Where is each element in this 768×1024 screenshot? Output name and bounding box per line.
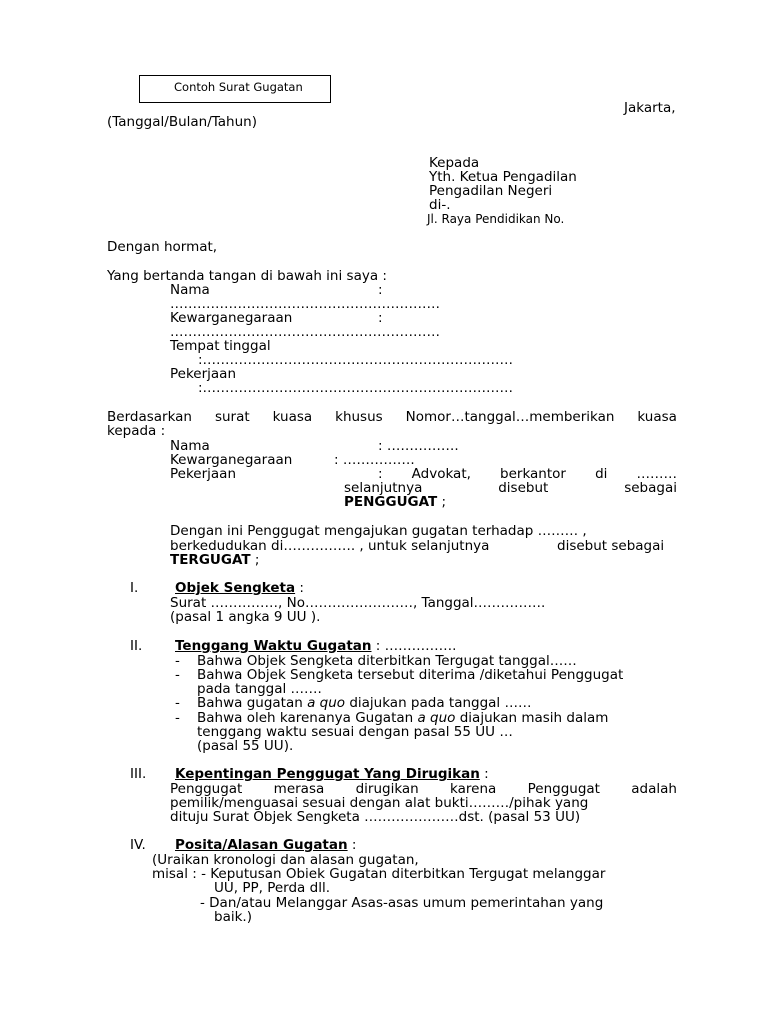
section-4-line2: misal : - Keputusan Obiek Gugatan diterbitkan Tergugat melanggar — [152, 866, 606, 882]
word: khusus — [335, 409, 383, 425]
section-4-number: IV. — [130, 837, 146, 853]
word: disebut — [498, 480, 549, 496]
section-3-colon: : — [479, 766, 489, 782]
plaintiff-kw-dots: …………………………………………………… — [170, 324, 440, 340]
tergugat-tail: ; — [250, 552, 260, 568]
penggugat-tail: ; — [437, 494, 447, 510]
section-4-line5: baik.) — [214, 909, 252, 925]
word: karena — [450, 781, 497, 797]
section-2-heading — [175, 639, 456, 654]
kuasa-nama-value: : ……………. — [378, 438, 459, 454]
plaintiff-tt-dots: :…………………………………………………………… — [198, 352, 514, 368]
plaintiff-nama-label: Nama — [170, 282, 210, 298]
section-3-line3: dituju Surat Objek Sengketa …………………dst. (pasal 53 UU) — [170, 809, 581, 825]
word: Penggugat — [527, 781, 600, 797]
plaintiff-tt-label: Tempat tinggal — [170, 338, 271, 354]
plaintiff-pk-label: Pekerjaan — [170, 366, 237, 382]
recipient-di: di-. — [429, 197, 451, 213]
gugatan-line2b: disebut sebagai — [557, 538, 665, 554]
title-box — [139, 75, 331, 103]
word: adalah — [631, 781, 677, 797]
section-2-item1: Bahwa Objek Sengketa diterbitkan Tergugat tanggal…… — [197, 653, 577, 669]
kuasa-line2: kepada : — [107, 423, 166, 439]
greeting: Dengan hormat, — [107, 239, 218, 255]
title-box-label: Contoh Surat Gugatan — [174, 80, 303, 94]
word: ……… — [636, 466, 677, 482]
plaintiff-nama-dots: …………………………………………………… — [170, 296, 440, 312]
word: surat — [214, 409, 250, 425]
text: diajukan pada tanggal …… — [345, 695, 532, 711]
word: Nomor…tanggal…memberikan — [405, 409, 615, 425]
section-3-line2: pemilik/menguasai sesuai dengan alat bukti………/pihak yang — [170, 795, 589, 811]
section-4-title: Posita/Alasan Gugatan — [175, 837, 348, 853]
section-4-line3: UU, PP, Perda dll. — [214, 880, 330, 896]
section-1-number: I. — [130, 580, 139, 596]
word: : — [378, 466, 383, 482]
word: kuasa — [272, 409, 313, 425]
section-1-line1: Surat ……………, No……………………, Tanggal……………. — [170, 595, 546, 611]
section-4-line4: - Dan/atau Melanggar Asas-asas umum pemerintahan yang — [200, 895, 604, 911]
section-2-number: II. — [130, 638, 143, 654]
kuasa-line1 — [107, 410, 677, 425]
word: dirugikan — [355, 781, 419, 797]
word: di — [595, 466, 608, 482]
word: Penggugat — [170, 781, 243, 797]
gugatan-line2a: berkedudukan di……………. , untuk selanjutnya — [170, 538, 490, 554]
section-2-item2a: Bahwa Objek Sengketa tersebut diterima /diketahui Penggugat — [197, 667, 624, 683]
penggugat-term: PENGGUGAT — [344, 494, 438, 510]
section-2-item4-dash: - — [175, 710, 180, 726]
a-quo-term: a quo — [307, 695, 346, 711]
recipient-address: Jl. Raya Pendidikan No. — [427, 212, 565, 226]
kuasa-kw-value: : ……………. — [334, 452, 415, 468]
section-3-heading — [175, 767, 489, 782]
section-1-colon: : — [295, 580, 304, 596]
text: Bahwa gugatan — [197, 695, 308, 711]
recipient-court: Pengadilan Negeri — [429, 183, 553, 199]
word: berkantor — [500, 466, 566, 482]
intro-line: Yang bertanda tangan di bawah ini saya : — [107, 268, 387, 284]
section-2-title: Tenggang Waktu Gugatan — [175, 638, 372, 654]
word: selanjutnya — [344, 480, 423, 496]
gugatan-line1: Dengan ini Penggugat mengajukan gugatan terhadap ……… , — [170, 523, 587, 539]
kuasa-penggugat-line — [344, 495, 446, 510]
word: merasa — [273, 781, 325, 797]
a-quo-term: a quo — [417, 710, 456, 726]
section-1-heading — [175, 581, 304, 596]
kuasa-pk-label: Pekerjaan — [170, 466, 237, 482]
word: sebagai — [624, 480, 677, 496]
tergugat-term: TERGUGAT — [170, 552, 251, 568]
date-placeholder: (Tanggal/Bulan/Tahun) — [107, 114, 257, 130]
section-3-title: Kepentingan Penggugat Yang Dirugikan — [175, 766, 480, 782]
recipient-kepada: Kepada — [429, 155, 480, 171]
section-2-item4d: (pasal 55 UU). — [197, 738, 294, 754]
section-4-line1: (Uraikan kronologi dan alasan gugatan, — [152, 852, 419, 868]
word: kuasa — [637, 409, 677, 425]
section-2-item3 — [197, 696, 531, 711]
section-2-item2-dash: - — [175, 667, 180, 683]
section-2-item1-dash: - — [175, 653, 180, 669]
plaintiff-nama-colon: : — [378, 282, 383, 298]
recipient-yth: Yth. Ketua Pengadilan — [429, 169, 577, 185]
section-3-number: III. — [130, 766, 147, 782]
text: Bahwa oleh karenanya Gugatan — [197, 710, 418, 726]
section-4-colon: : — [347, 837, 357, 853]
kuasa-nama-label: Nama — [170, 438, 210, 454]
word: Advokat, — [411, 466, 471, 482]
section-1-title: Objek Sengketa — [175, 580, 296, 596]
word: Berdasarkan — [107, 409, 192, 425]
section-4-heading — [175, 838, 356, 853]
section-1-line2: (pasal 1 angka 9 UU ). — [170, 609, 321, 625]
plaintiff-pk-dots: :…………………………………………………………… — [198, 380, 514, 396]
section-2-item2b: pada tanggal ……. — [197, 681, 322, 697]
plaintiff-kw-colon: : — [378, 310, 383, 326]
city-label: Jakarta, — [624, 100, 676, 116]
section-2-colon: : ……………. — [371, 638, 457, 654]
text: diajukan masih dalam — [455, 710, 609, 726]
gugatan-tergugat-line — [170, 553, 259, 568]
section-2-item4c: tenggang waktu sesuai dengan pasal 55 UU … — [197, 724, 513, 740]
section-2-item3-dash: - — [175, 695, 180, 711]
plaintiff-kw-label: Kewarganegaraan — [170, 310, 293, 326]
kuasa-kw-label: Kewarganegaraan — [170, 452, 293, 468]
